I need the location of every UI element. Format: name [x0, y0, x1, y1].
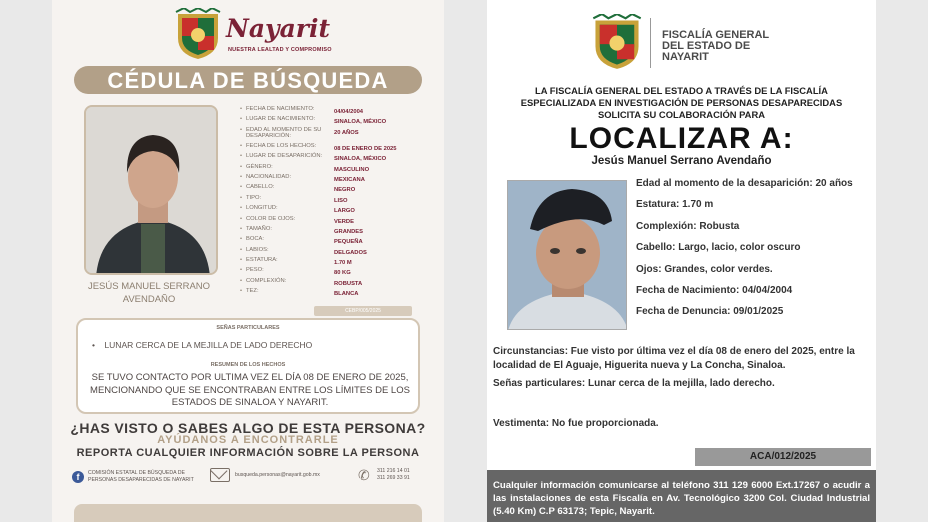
field-row: • CABELLO: NEGRO	[240, 184, 356, 194]
field-row: • FECHA DE NACIMIENTO: 04/04/2004	[240, 106, 364, 115]
field-row: • LONGITUD: LARGO	[240, 205, 355, 215]
facts-list	[636, 173, 872, 323]
commission-contact[interactable]: f COMISIÓN ESTATAL DE BÚSQUEDA DE PERSONAS DESAPARECIDAS DE NAYARIT	[72, 470, 194, 484]
question-heading: ¿HAS VISTO O SABES ALGO DE ESTA PERSONA?	[70, 420, 426, 436]
nayarit-coat-of-arms-icon	[591, 14, 643, 70]
fact-build: Complexión: Robusta	[636, 220, 740, 232]
circumstances-text: Circunstancias: Fue visto por última vez el día 08 de enero del 2025, entre la localidad de El Aguaje, Higuerita nueva y La Concha, Sinaloa.	[493, 346, 855, 371]
fact-age: Edad al momento de la desaparición: 20 años	[636, 178, 853, 189]
senas-item: • LUNAR CERCA DE LA MEJILLA DE LADO DERECHO	[92, 340, 313, 350]
bottom-decoration-bar	[74, 504, 422, 522]
field-row: • FECHA DE LOS HECHOS: 08 DE ENERO DE 2025	[240, 142, 397, 152]
field-row: • EDAD AL MOMENTO DE SU DESAPARICIÓN: 20 AÑOS	[240, 126, 359, 140]
help-subheading: AYÚDANOS A ENCONTRARLE	[157, 434, 339, 446]
fact-hair: Cabello: Largo, lacio, color oscuro	[636, 242, 801, 254]
contact-footer: Cualquier información comunicarse al teléfono 311 129 6000 Ext.17267 o acudir a las instalaciones de esta Fiscalía en Av. Tecnológico 3200 Col. Ciudad Industrial (5.40 Km) C.P 63173; Tepic, Nayarit.	[487, 470, 876, 522]
person-name: Jesús Manuel Serrano Avendaño	[591, 155, 772, 167]
clothing-text: Vestimenta: No fue proporcionada.	[493, 418, 659, 429]
missing-person-photo	[507, 180, 627, 330]
nayarit-logo-text: Nayarit	[226, 14, 330, 43]
resumen-heading: RESUMEN DE LOS HECHOS	[210, 362, 286, 368]
field-row: • TEZ: BLANCA	[240, 288, 359, 298]
distinguishing-marks-text: Señas particulares: Lunar cerca de la mejilla, lado derecho.	[493, 378, 775, 389]
field-row: • PESO: 80 KG	[240, 267, 351, 277]
headline: LOCALIZAR A:	[569, 122, 794, 155]
fact-report-date: Fecha de Denuncia: 09/01/2025	[636, 306, 784, 318]
intro-text: LA FISCALÍA GENERAL DEL ESTADO A TRAVÉS DE LA FISCALÍA ESPECIALIZADA EN INVESTIGACIÓN DE PERSONAS DESAPARECIDAS SOLICITA SU COLABORACIÓN PARA	[520, 85, 843, 120]
header-divider	[650, 18, 651, 68]
field-row: • TAMAÑO: GRANDES	[240, 225, 363, 235]
facebook-icon: f	[72, 471, 84, 483]
field-row: • GÉNERO: MASCULINO	[240, 163, 370, 173]
agency-name: FISCALÍA GENERAL DEL ESTADO DE NAYARIT	[662, 29, 770, 63]
fact-height: Estatura: 1.70 m	[636, 199, 714, 211]
phone-icon: ✆	[358, 467, 370, 483]
email-contact[interactable]: busqueda.personas@nayarit.gob.mx	[210, 468, 320, 482]
case-code-badge: ACA/012/2025	[695, 448, 871, 466]
person-name: JESÚS MANUEL SERRANO AVENDAÑO	[87, 281, 211, 305]
fact-eyes: Ojos: Grandes, color verdes.	[636, 263, 773, 275]
report-text: REPORTA CUALQUIER INFORMACIÓN SOBRE LA PERSONA	[76, 447, 420, 459]
field-row: • NACIONALIDAD: MEXICANA	[240, 173, 365, 183]
missing-person-photo	[84, 105, 218, 275]
mail-icon	[210, 468, 230, 482]
contact-row	[72, 466, 432, 490]
details-box	[76, 318, 420, 414]
personal-details-list	[240, 106, 420, 299]
field-row: • COMPLEXIÓN: ROBUSTA	[240, 277, 363, 287]
field-row: • ESTATURA: 1.70 M	[240, 257, 352, 267]
nayarit-coat-of-arms-icon	[174, 8, 222, 60]
field-row: • BOCA: PEQUEÑA	[240, 236, 363, 246]
field-row: • LUGAR DE DESAPARICIÓN: SINALOA, MÉXICO	[240, 153, 387, 163]
cedula-busqueda-poster	[52, 0, 444, 522]
poster-title: CÉDULA DE BÚSQUEDA	[74, 66, 422, 94]
fact-birthdate: Fecha de Nacimiento: 04/04/2004	[636, 284, 793, 296]
field-row: • TIPO: LISO	[240, 194, 348, 204]
senas-heading: SEÑAS PARTICULARES	[216, 325, 280, 331]
case-code-tag: CEBP/005/2025	[314, 306, 412, 316]
nayarit-slogan: NUESTRA LEALTAD Y COMPROMISO	[228, 47, 332, 53]
field-row: • COLOR DE OJOS: VERDE	[240, 215, 354, 225]
field-row: • LUGAR DE NACIMIENTO: SINALOA, MÉXICO	[240, 116, 387, 126]
field-row: • LABIOS: DELGADOS	[240, 246, 367, 256]
resumen-text: SE TUVO CONTACTO POR ULTIMA VEZ EL DÍA 08 DE ENERO DE 2025, MENCIONANDO QUE SE ENCONTRABAN ENTRE LOS LÍMITES DE LOS ESTADOS DE SINALOA Y NAYARIT.	[90, 372, 410, 408]
phone-contact[interactable]: ✆ 311 216 14 01 311 269 33 91	[358, 467, 410, 483]
localizar-poster	[487, 0, 876, 522]
